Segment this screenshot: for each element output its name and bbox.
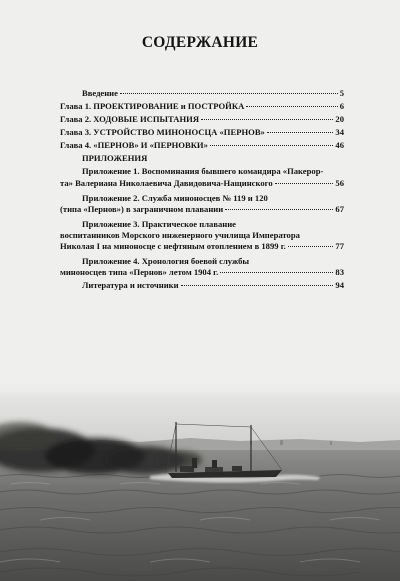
toc-entry-title: миноносцев типа «Пернов» летом 1904 г. (60, 267, 219, 277)
appendix-3-line-1[interactable]: Приложение 3. Практическое плавание (82, 219, 236, 229)
toc-entry-title: Глава 4. «ПЕРНОВ» И «ПЕРНОВКИ» (60, 140, 208, 150)
toc-leader-dots (267, 132, 334, 133)
appendix-3-line-2[interactable]: воспитанников Морского инженерного училища Императора (60, 230, 300, 240)
toc-entry-page: 20 (335, 114, 344, 124)
toc-entry-page: 94 (335, 280, 344, 290)
toc-entry-literature[interactable] (82, 280, 344, 291)
toc-entry-page: 34 (335, 127, 344, 137)
toc-leader-dots (120, 93, 338, 94)
appendix-1-line-1[interactable]: Приложение 1. Воспоминания бывшего командира «Пакерор- (82, 166, 324, 176)
appendix-heading: ПРИЛОЖЕНИЯ (82, 153, 148, 163)
toc-entry-page: 6 (339, 101, 344, 111)
torpedo-boat-photo (0, 380, 400, 581)
toc-leader-dots (210, 145, 333, 146)
toc-entry-introduction[interactable] (82, 88, 344, 99)
toc-entry-title: Глава 3. УСТРОЙСТВО МИНОНОСЦА «ПЕРНОВ» (60, 127, 265, 137)
toc-entry-title: (типа «Пернов») в заграничном плавании (60, 204, 224, 214)
toc-leader-dots (288, 246, 334, 247)
toc-entry-page: 5 (339, 88, 344, 98)
toc-entry-page: 83 (335, 267, 344, 277)
toc-entry-chapter-4[interactable] (60, 140, 344, 151)
appendix-1-last-line[interactable] (60, 178, 344, 189)
toc-leader-dots (246, 106, 337, 107)
toc-entry-page: 67 (335, 204, 344, 214)
toc-entry-title: Введение (82, 88, 118, 98)
toc-entry-page: 46 (335, 140, 344, 150)
toc-entry-chapter-2[interactable] (60, 114, 344, 125)
toc-entry-title: Литература и источники (82, 280, 179, 290)
toc-leader-dots (201, 119, 333, 120)
appendix-4-line-1[interactable]: Приложение 4. Хронология боевой службы (82, 256, 250, 266)
toc-entry-page: 77 (335, 241, 344, 251)
toc-entry-title: та» Валериана Николаевича Давидовича-Нащинского (60, 178, 273, 188)
appendix-4-last-line[interactable] (60, 267, 344, 278)
toc-entry-title: Глава 2. ХОДОВЫЕ ИСПЫТАНИЯ (60, 114, 200, 124)
appendix-3-last-line[interactable] (60, 241, 344, 252)
toc-entry-title: Николая I на миноносце с нефтяным отоплением в 1899 г. (60, 241, 286, 251)
toc-leader-dots (225, 209, 333, 210)
toc-leader-dots (181, 285, 334, 286)
toc-leader-dots (220, 272, 333, 273)
page-title: СОДЕРЖАНИЕ (141, 34, 259, 51)
toc-entry-chapter-1[interactable] (60, 101, 344, 112)
appendix-2-last-line[interactable] (60, 204, 344, 215)
toc-entry-page: 56 (335, 178, 344, 188)
toc-leader-dots (275, 183, 334, 184)
toc-entry-title: Глава 1. ПРОЕКТИРОВАНИЕ и ПОСТРОЙКА (60, 101, 245, 111)
appendix-2-line-1[interactable]: Приложение 2. Служба миноносцев № 119 и 120 (82, 193, 268, 203)
toc-entry-chapter-3[interactable] (60, 127, 344, 138)
